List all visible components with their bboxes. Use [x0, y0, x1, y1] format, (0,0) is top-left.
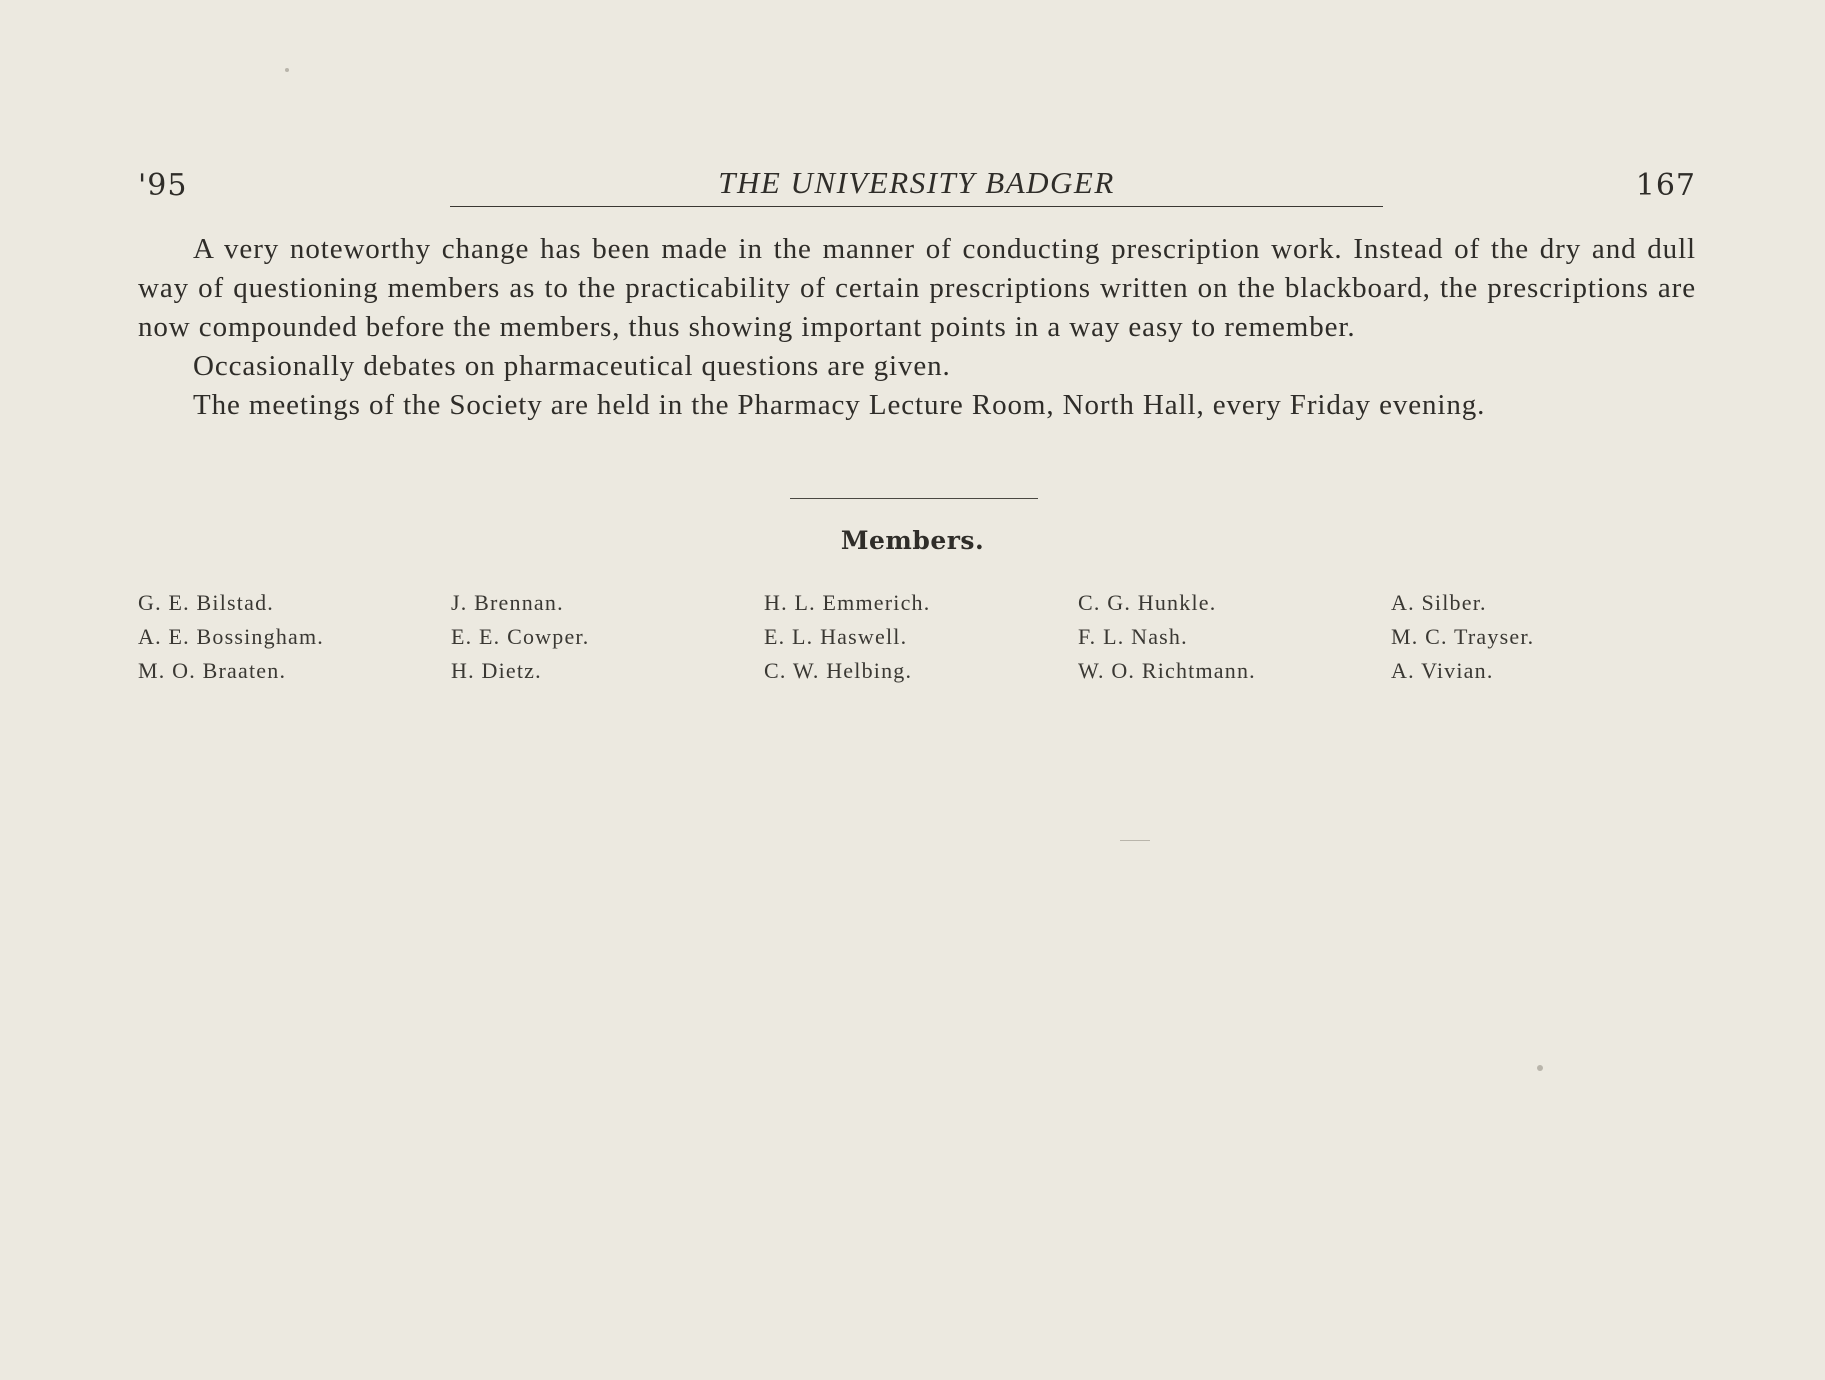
header-title-rule [450, 160, 1383, 207]
member-name: H. Dietz. [451, 658, 542, 683]
member-name: M. C. Trayser. [1391, 624, 1535, 649]
member-name: A. Silber. [1391, 590, 1487, 615]
page-number: 167 [1635, 168, 1696, 203]
section-divider [790, 498, 1038, 499]
member-name: G. E. Bilstad. [138, 590, 274, 615]
paper-speck [1537, 1065, 1543, 1071]
header-year: '95 [138, 168, 188, 203]
members-column-1 [138, 586, 438, 688]
members-column-4 [1078, 586, 1378, 688]
running-header [138, 160, 1696, 210]
header-title: THE UNIVERSITY BADGER [718, 165, 1115, 200]
paper-speck [285, 68, 289, 72]
member-name: A. Vivian. [1391, 658, 1494, 683]
member-name: C. W. Helbing. [764, 658, 913, 683]
paragraph: Occasionally debates on pharmaceutical questions are given. [193, 350, 951, 382]
paper-speck [1120, 840, 1150, 841]
paragraph: The meetings of the Society are held in the Pharmacy Lecture Room, North Hall, every Friday evening. [193, 389, 1486, 421]
member-name: H. L. Emmerich. [764, 590, 931, 615]
member-name: W. O. Richtmann. [1078, 658, 1256, 683]
members-column-2 [451, 586, 751, 688]
member-name: F. L. Nash. [1078, 624, 1188, 649]
member-name: E. L. Haswell. [764, 624, 908, 649]
member-name: C. G. Hunkle. [1078, 590, 1217, 615]
member-name: A. E. Bossingham. [138, 624, 325, 649]
members-column-3 [764, 586, 1064, 688]
members-heading: Members. [840, 526, 985, 555]
members-column-5 [1391, 586, 1691, 688]
member-name: E. E. Cowper. [451, 624, 590, 649]
member-name: J. Brennan. [451, 590, 564, 615]
body-text [138, 230, 1696, 425]
member-name: M. O. Braaten. [138, 658, 287, 683]
paragraph: A very noteworthy change has been made in the manner of conducting prescription work. Instead of the dry and dull way of questioning members as to the practicability of certain prescriptions written on the blackboard, the prescriptions are now compounded before the members, thus showing important points in a way easy to remember. [138, 233, 1696, 343]
members-list [138, 586, 1698, 696]
